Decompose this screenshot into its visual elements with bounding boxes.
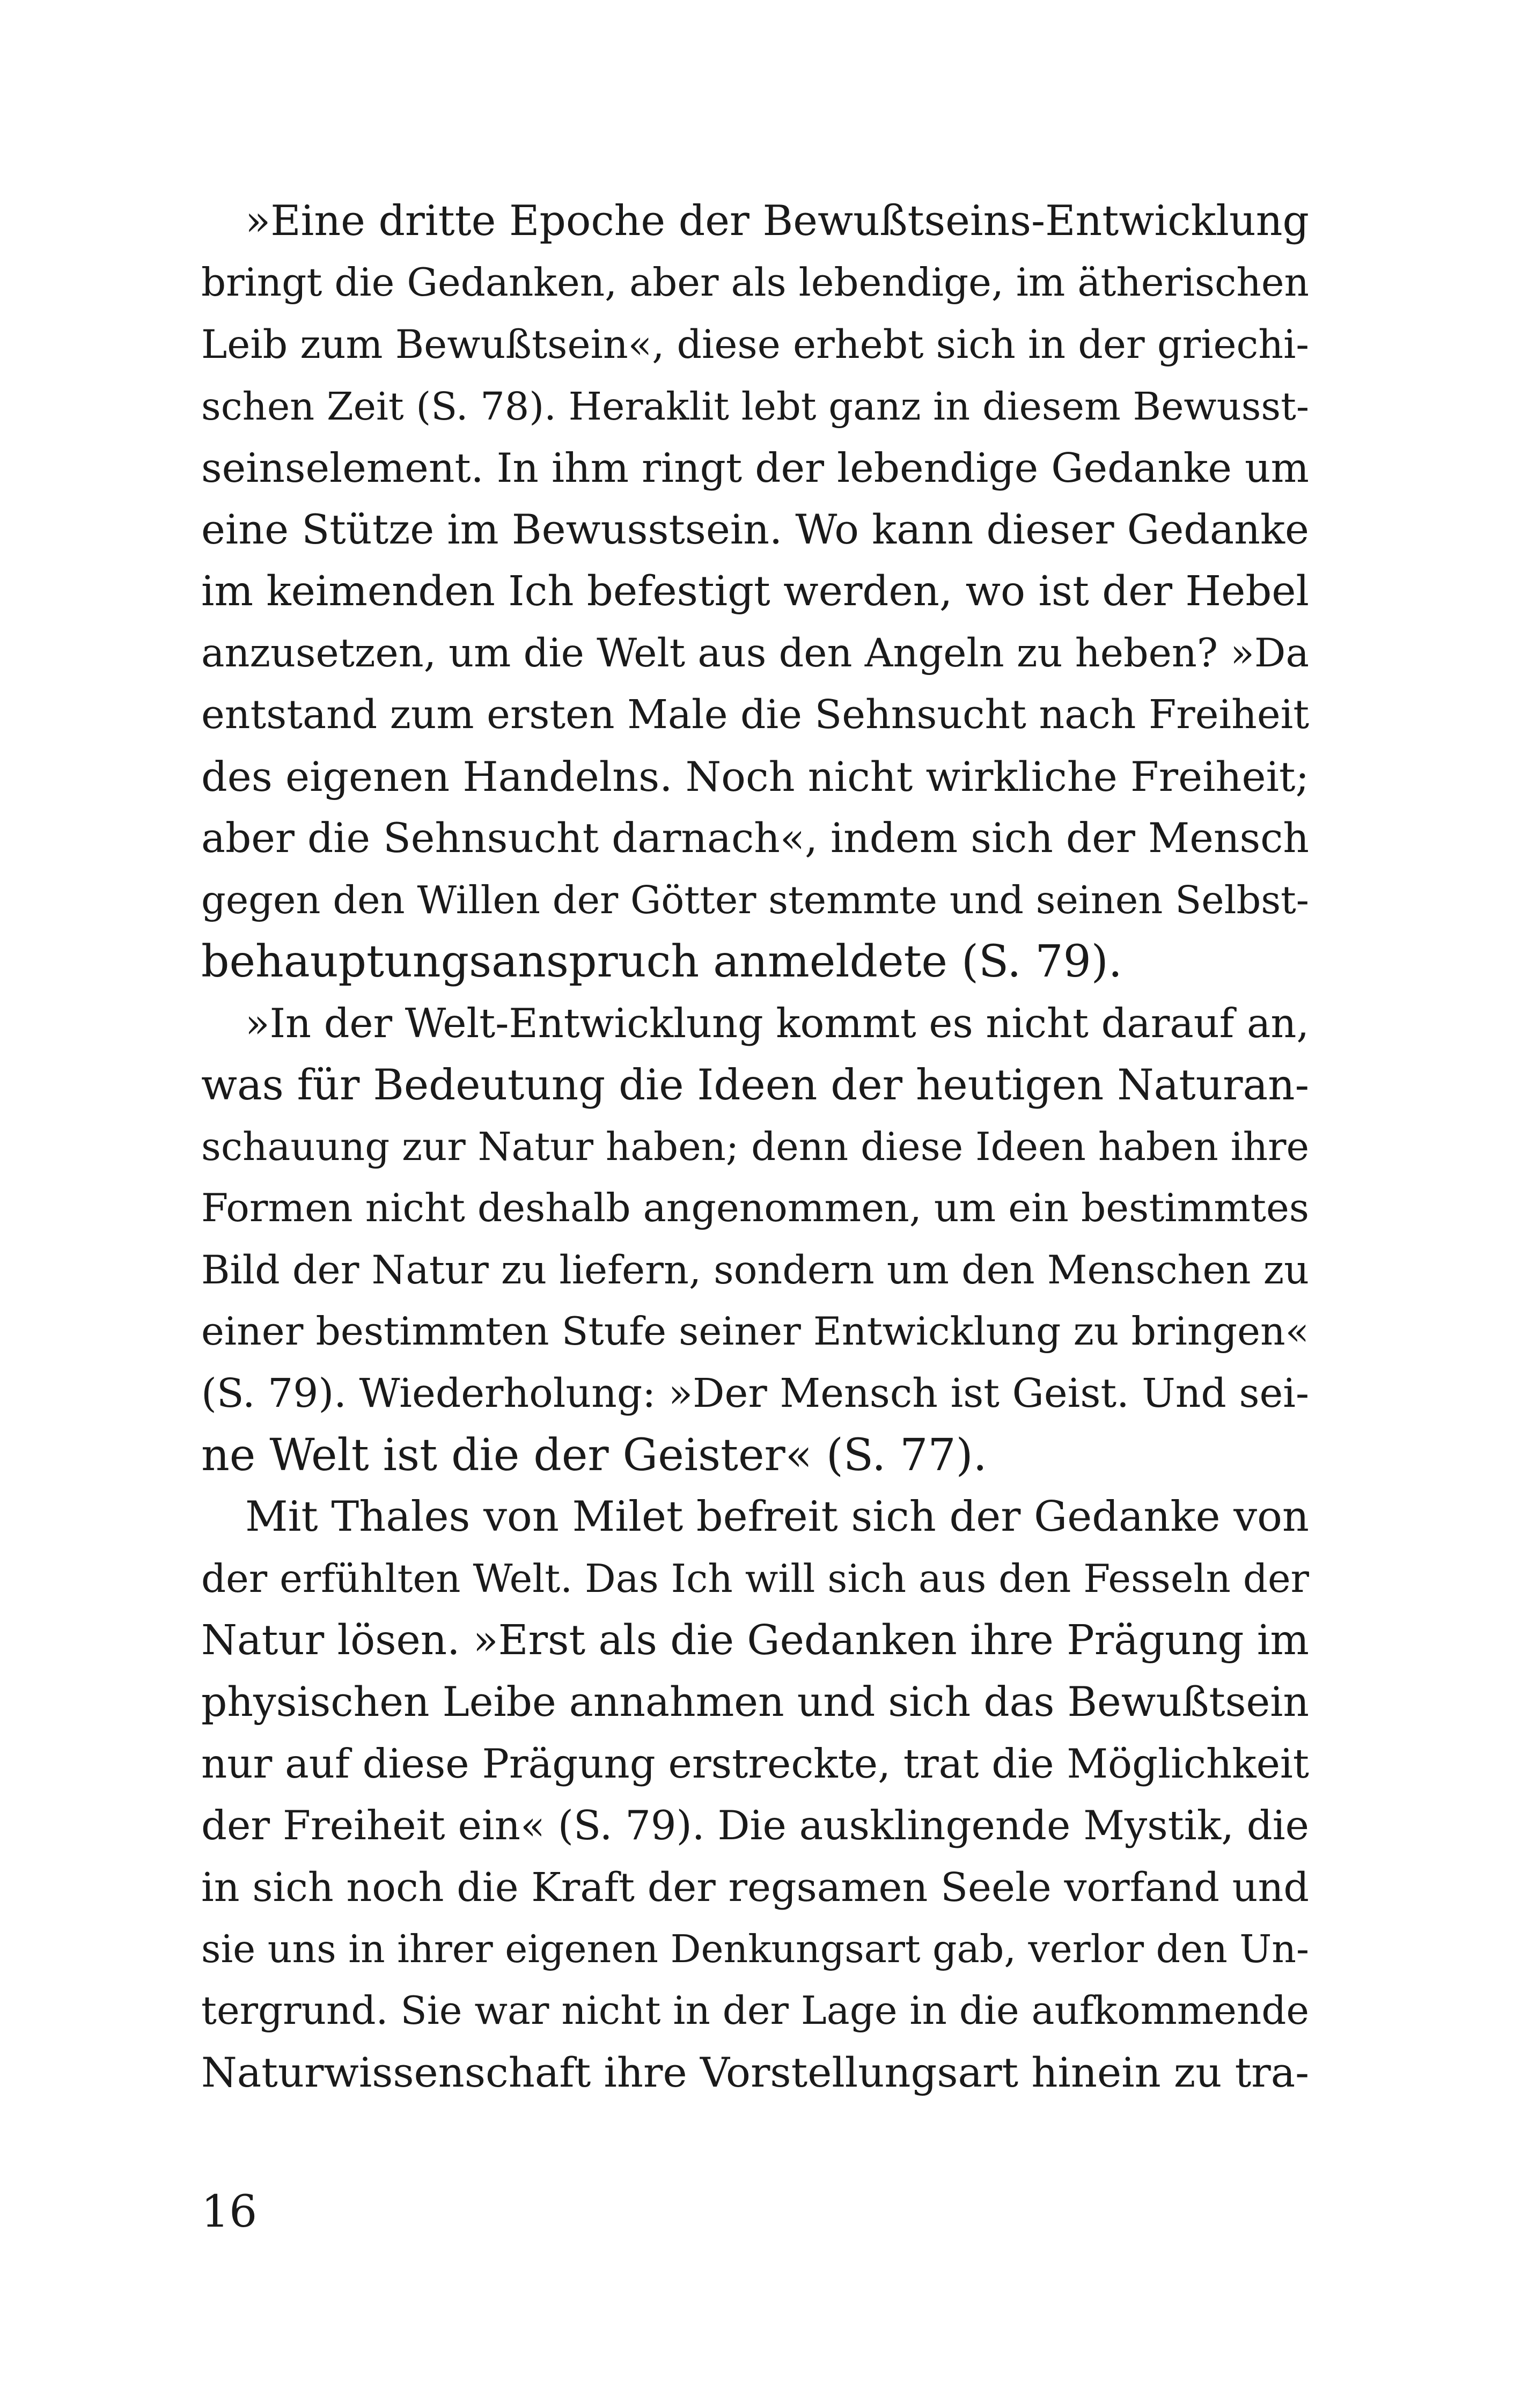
text-line: aber die Sehnsucht darnach«, indem sich der Mensch: [201, 814, 1309, 862]
text-line: tergrund. Sie war nicht in der Lage in die aufkommende: [201, 1988, 1309, 2033]
text-line: schen Zeit (S. 78). Heraklit lebt ganz in diesem Bewusst-: [201, 384, 1309, 429]
text-line: eine Stütze im Bewusstsein. Wo kann dieser Gedanke: [201, 506, 1309, 553]
text-line: »In der Welt-Entwicklung kommt es nicht darauf an,: [245, 1000, 1310, 1047]
text-line: der erfühlten Welt. Das Ich will sich aus den Fesseln der: [201, 1556, 1309, 1601]
text-line: schauung zur Natur haben; denn diese Ideen haben ihre: [201, 1124, 1309, 1169]
text-line: anzusetzen, um die Welt aus den Angeln zu heben? »Da: [201, 630, 1309, 676]
text-line: Naturwissenschaft ihre Vorstellungsart hinein zu tra-: [201, 2049, 1309, 2096]
paragraph: [201, 1486, 1309, 2103]
paragraph: [201, 993, 1309, 1486]
text-line: einer bestimmten Stufe seiner Entwicklung zu bringen«: [201, 1309, 1309, 1354]
body-text: [201, 190, 1309, 2103]
paragraph: [201, 190, 1309, 993]
text-line: Formen nicht deshalb angenommen, um ein bestimmtes: [201, 1186, 1309, 1231]
text-line: bringt die Gedanken, aber als lebendige, im ätherischen: [201, 260, 1309, 305]
text-line: sie uns in ihrer eigenen Denkungsart gab, verlor den Un-: [201, 1927, 1309, 1971]
text-line: »Eine dritte Epoche der Bewußtseins-Entwicklung: [245, 197, 1309, 245]
text-line: Mit Thales von Milet befreit sich der Gedanke von: [245, 1493, 1309, 1541]
page-number: 16: [201, 2186, 258, 2237]
text-line: behauptungsanspruch anmeldete (S. 79).: [201, 936, 1122, 987]
text-line: entstand zum ersten Male die Sehnsucht nach Freiheit: [201, 692, 1310, 738]
text-line: im keimenden Ich befestigt werden, wo ist der Hebel: [201, 568, 1309, 615]
text-line: Bild der Natur zu liefern, sondern um den Menschen zu: [201, 1247, 1309, 1293]
text-line: gegen den Willen der Götter stemmte und seinen Selbst-: [201, 878, 1309, 922]
text-line: seinselement. In ihm ringt der lebendige Gedanke um: [201, 444, 1309, 491]
text-line: des eigenen Handelns. Noch nicht wirkliche Freiheit;: [201, 753, 1310, 801]
text-line: (S. 79). Wiederholung: »Der Mensch ist Geist. Und sei-: [201, 1370, 1309, 1416]
text-line: ne Welt ist die der Geister« (S. 77).: [201, 1430, 987, 1481]
text-line: der Freiheit ein« (S. 79). Die ausklingende Mystik, die: [201, 1802, 1309, 1849]
text-line: physischen Leibe annahmen und sich das Bewußtsein: [201, 1678, 1309, 1726]
text-line: Natur lösen. »Erst als die Gedanken ihre Prägung im: [201, 1617, 1309, 1664]
text-line: in sich noch die Kraft der regsamen Seele vorfand und: [201, 1864, 1309, 1911]
text-line: nur auf diese Prägung erstreckte, trat die Möglichkeit: [201, 1740, 1309, 1787]
text-line: Leib zum Bewußtsein«, diese erhebt sich in der griechi-: [201, 322, 1309, 368]
text-line: was für Bedeutung die Ideen der heutigen Naturan-: [201, 1061, 1309, 1110]
